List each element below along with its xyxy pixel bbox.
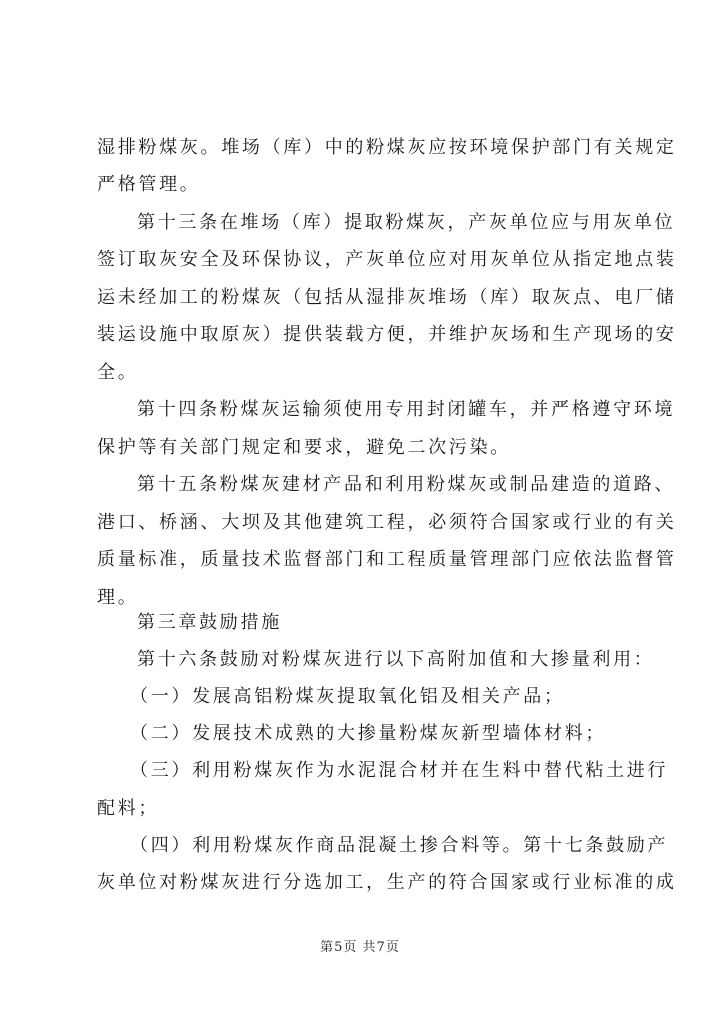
chapter-heading: 第三章鼓励措施 — [137, 612, 282, 633]
paragraph-line: 理。 — [97, 587, 139, 608]
paragraph-line: 严格管理。 — [97, 174, 201, 195]
article-15-line: 第十五条粉煤灰建材产品和利用粉煤灰或制品建造的道路、 — [137, 474, 676, 495]
list-item: （三）利用粉煤灰作为水泥混合材并在生料中替代粘土进行 — [130, 760, 669, 781]
paragraph-line: 配料； — [97, 798, 160, 819]
paragraph-line: 湿排粉煤灰。堆场（库）中的粉煤灰应按环境保护部门有关规定 — [97, 137, 677, 158]
paragraph-line: 全。 — [97, 362, 139, 383]
paragraph-line: 装运设施中取原灰）提供装载方便，并维护灰场和生产现场的安 — [97, 324, 677, 345]
article-14-line: 第十四条粉煤灰运输须使用专用封闭罐车，并严格遵守环境 — [137, 399, 676, 420]
page-number-footer: 第5页 共7页 — [320, 940, 400, 955]
paragraph-line: 灰单位对粉煤灰进行分选加工，生产的符合国家或行业标准的成 — [97, 872, 677, 893]
list-item: （二）发展技术成熟的大掺量粉煤灰新型墙体材料； — [130, 723, 607, 744]
paragraph-line: 签订取灰安全及环保协议，产灰单位应对用灰单位从指定地点装 — [97, 249, 677, 270]
paragraph-line: 质量标准，质量技术监督部门和工程质量管理部门应依法监督管 — [97, 549, 677, 570]
list-item: （四）利用粉煤灰作商品混凝土掺合料等。第十七条鼓励产 — [130, 835, 669, 856]
paragraph-line: 运未经加工的粉煤灰（包括从湿排灰堆场（库）取灰点、电厂储 — [97, 287, 677, 308]
list-item: （一）发展高铝粉煤灰提取氧化铝及相关产品； — [130, 686, 565, 707]
paragraph-line: 保护等有关部门规定和要求，避免二次污染。 — [97, 437, 511, 458]
paragraph-line: 港口、桥涵、大坝及其他建筑工程，必须符合国家或行业的有关 — [97, 512, 677, 533]
article-13-line: 第十三条在堆场（库）提取粉煤灰，产灰单位应与用灰单位 — [137, 212, 676, 233]
article-16-line: 第十六条鼓励对粉煤灰进行以下高附加值和大掺量利用： — [137, 649, 655, 670]
